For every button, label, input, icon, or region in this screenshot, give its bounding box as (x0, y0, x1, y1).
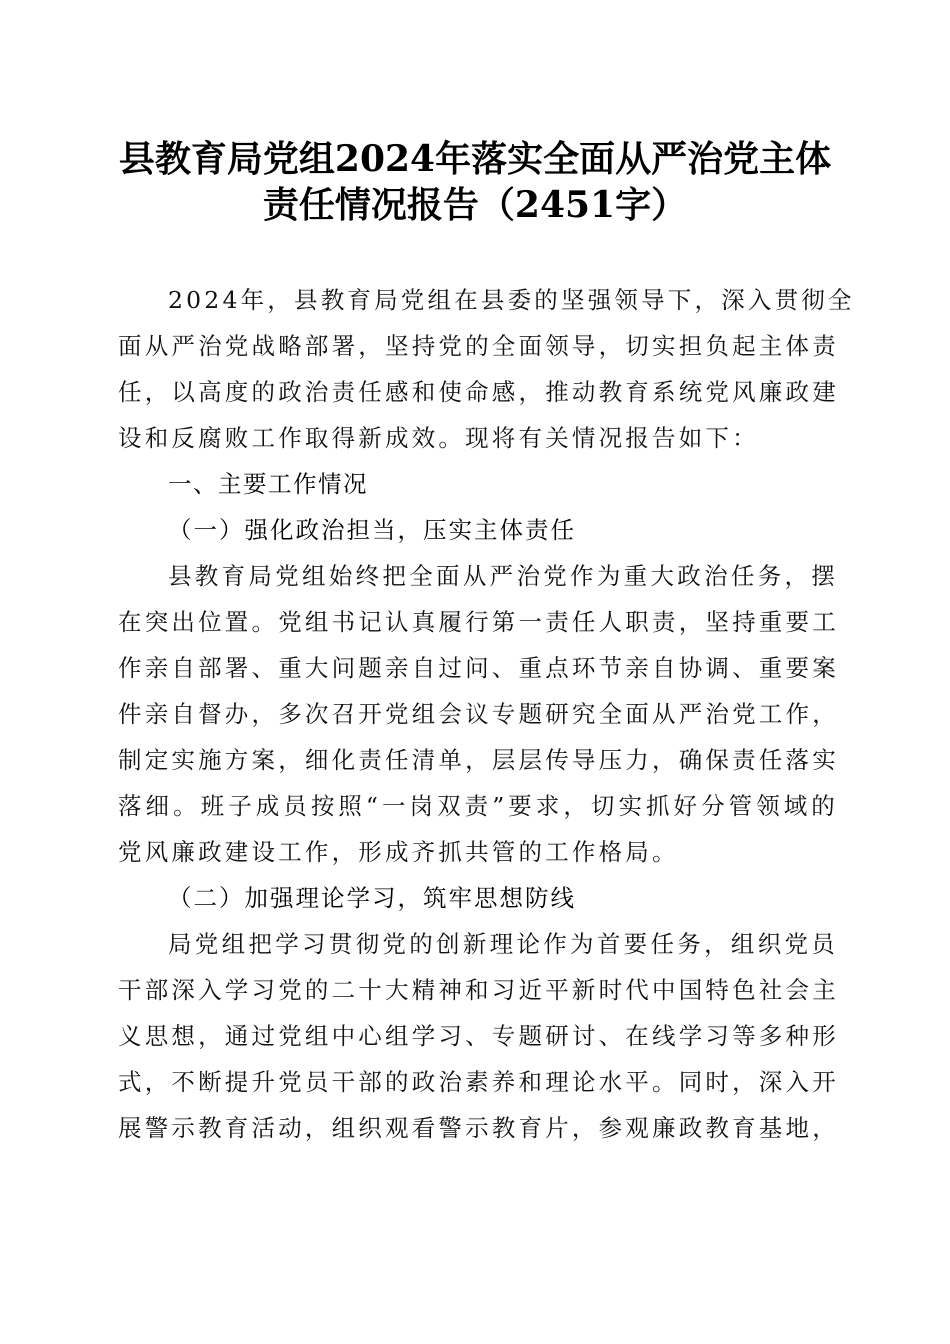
subsection-heading: （二）加强理论学习，筑牢思想防线 (168, 884, 576, 912)
paragraph-line: 作亲自部署、重大问题亲自过问、重点环节亲自协调、重要案 (118, 654, 839, 682)
intro-line: 2024年，县教育局党组在县委的坚强领导下，深入贯彻全 (168, 286, 855, 314)
paragraph-line: 在突出位置。党组书记认真履行第一责任人职责，坚持重要工 (118, 608, 839, 636)
intro-line: 任，以高度的政治责任感和使命感，推动教育系统党风廉政建 (118, 378, 839, 406)
paragraph-line: 义思想，通过党组中心组学习、专题研讨、在线学习等多种形 (118, 1022, 839, 1050)
title-line-1: 县教育局党组2024年落实全面从严治党主体 (118, 138, 832, 180)
subsection-heading: （一）强化政治担当，压实主体责任 (168, 516, 576, 544)
paragraph-line: 局党组把学习贯彻党的创新理论作为首要任务，组织党员 (168, 930, 838, 958)
paragraph-line: 件亲自督办，多次召开党组会议专题研究全面从严治党工作， (118, 700, 839, 728)
paragraph-line: 干部深入学习党的二十大精神和习近平新时代中国特色社会主 (118, 976, 839, 1004)
section-heading: 一、主要工作情况 (168, 470, 368, 498)
paragraph-line: 展警示教育活动，组织观看警示教育片，参观廉政教育基地， (118, 1114, 839, 1142)
title-line-2: 责任情况报告（2451字） (262, 184, 688, 226)
paragraph-line: 落细。班子成员按照“一岗双责”要求，切实抓好分管领域的 (118, 792, 838, 820)
document-title (60, 136, 890, 228)
intro-line: 设和反腐败工作取得新成效。现将有关情况报告如下： (118, 424, 759, 452)
paragraph-line: 县教育局党组始终把全面从严治党作为重大政治任务，摆 (168, 562, 838, 590)
paragraph-line: 式，不断提升党员干部的政治素养和理论水平。同时，深入开 (118, 1068, 839, 1096)
paragraph-line: 党风廉政建设工作，形成齐抓共管的工作格局。 (118, 838, 679, 866)
paragraph-line: 制定实施方案，细化责任清单，层层传导压力，确保责任落实 (118, 746, 839, 774)
intro-line: 面从严治党战略部署，坚持党的全面领导，切实担负起主体责 (118, 332, 839, 360)
